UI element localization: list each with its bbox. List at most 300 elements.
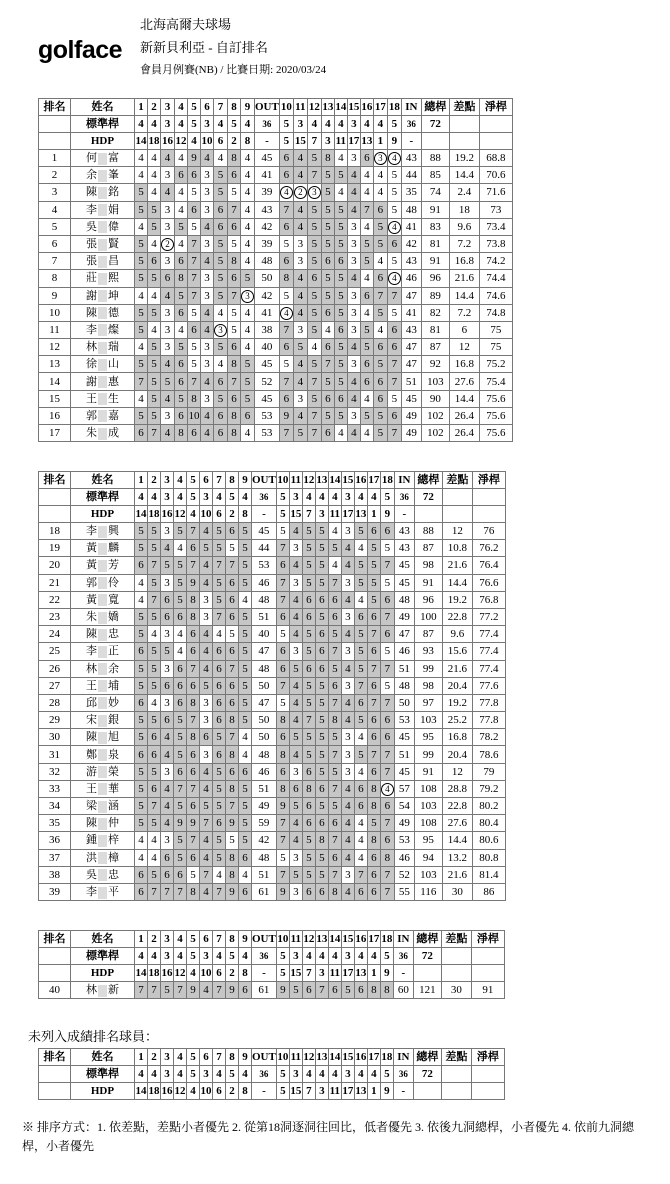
par-value: 4 [360,116,373,133]
name-redaction [98,732,107,744]
score-cell: 20.4 [442,677,472,694]
score-cell: 108 [414,780,442,797]
score-cell: 4 [135,287,148,304]
player-surname: 王 [86,392,97,405]
score-cell: 5 [321,167,334,184]
score-cell: 2.4 [449,184,479,201]
player-name [71,763,135,780]
score-cell: 6 [279,339,293,356]
score-cell: 6 [315,660,328,677]
score-cell: 6 [187,626,200,643]
score-cell: 9 [276,982,289,999]
score-cell: 8 [187,694,200,711]
score-cell: 76.2 [472,540,505,557]
score-cell: 87 [414,626,442,643]
par-value: 4 [354,948,367,965]
score-cell: 5 [276,626,289,643]
score-cell: 45 [255,390,280,407]
player-surname: 鍾 [86,834,97,847]
score-cell: 4 [201,373,214,390]
player-row [39,184,513,201]
column-header: 淨桿 [471,931,504,948]
score-cell: 6 [239,982,252,999]
score-cell: 88 [414,523,442,540]
birdie-mark: 3 [308,186,321,199]
score-cell: 42 [255,287,280,304]
score-cell: 5 [148,523,161,540]
score-cell: 3 [161,660,174,677]
score-cell: 8 [276,746,289,763]
name-redaction [98,818,107,830]
name-redaction [98,577,107,589]
player-rank: 7 [39,253,71,270]
player-rank: 3 [39,184,71,201]
player-surname: 朱 [86,427,97,440]
player-name [71,321,135,338]
score-cell: 6 [188,425,201,442]
score-cell: 3 [201,201,214,218]
hdp-value: 3 [315,965,328,982]
hdp-value: 9 [380,506,394,523]
column-header: 4 [174,472,187,489]
column-header: 差點 [442,472,472,489]
hdp-row [39,1083,505,1100]
hdp-value [442,506,472,523]
score-cell: 5 [315,608,328,625]
score-cell: 5 [334,287,347,304]
score-cell: 4 [334,150,347,167]
score-cell [241,287,255,304]
score-cell: 5 [289,866,302,883]
player-row [39,425,513,442]
hdp-value: 15 [289,965,302,982]
score-cell: 7 [228,373,241,390]
score-cell: 7 [174,883,187,900]
score-cell: 6 [315,643,328,660]
hdp-value: 10 [200,506,213,523]
column-header: OUT [252,1049,277,1066]
score-cell: 6 [226,591,239,608]
player-surname: 余 [86,169,97,182]
score-cell: 6 [289,780,302,797]
score-cell: 6 [228,167,241,184]
score-cell: 82 [421,304,449,321]
score-cell: 6 [387,321,401,338]
score-cell: 5 [213,763,226,780]
score-cell: 4 [161,746,174,763]
hdp-value: 8 [239,965,252,982]
par-value: 3 [293,116,307,133]
score-cell: 6 [187,540,200,557]
score-cell: 81.4 [472,866,505,883]
player-name [71,643,135,660]
score-cell: 5 [334,407,347,424]
score-cell [161,235,175,252]
player-surname: 鄭 [86,748,97,761]
score-cell: 6 [228,270,241,287]
par-value: 36 [393,948,413,965]
player-given: 峯 [108,169,119,182]
score-cell: 5 [174,557,187,574]
score-cell: 6 [161,677,174,694]
score-cell: 6 [174,608,187,625]
score-cell: 51 [394,660,414,677]
hdp-value: - [255,133,280,150]
par-spacer [39,489,71,506]
column-header: 差點 [449,99,479,116]
name-redaction [98,646,107,658]
score-cell: 3 [201,390,214,407]
player-given: 余 [108,662,119,675]
score-cell: 6 [328,677,341,694]
score-cell: 38 [255,321,280,338]
player-name [71,815,135,832]
score-cell: 45 [252,523,277,540]
player-surname: 李 [86,645,97,658]
score-cell: 4 [135,832,148,849]
score-cell: 4 [161,798,174,815]
par-value: 4 [135,489,148,506]
player-rank: 36 [39,832,71,849]
player-name [71,557,135,574]
score-cell: 8 [228,253,241,270]
score-cell: 3 [347,253,360,270]
score-cell: 4 [354,815,367,832]
player-given: 銀 [108,714,119,727]
hdp-value: 2 [228,133,241,150]
score-cell: 5 [315,523,328,540]
par-value: 36 [394,489,414,506]
column-header: 14 [328,472,341,489]
score-cell: 3 [341,746,354,763]
score-cell: 48 [252,849,277,866]
score-cell: 6 [161,608,174,625]
score-cell: 4 [241,150,255,167]
score-cell: 6 [367,729,380,746]
score-cell: 7 [380,608,394,625]
player-surname: 宋 [86,714,97,727]
score-cell: 4 [241,321,255,338]
report-title: 新新貝利亞 - 自訂排名 [140,40,268,55]
score-cell: 5 [200,677,213,694]
score-cell: 6 [373,339,387,356]
score-cell: 7 [328,746,341,763]
report-header [0,0,670,90]
player-given: 嬌 [108,611,119,624]
player-name [71,660,135,677]
player-name [71,798,135,815]
score-cell: 4 [341,660,354,677]
score-cell: 46 [394,643,414,660]
hdp-value: 2 [226,1083,239,1100]
score-cell: 18 [449,201,479,218]
hdp-value: 5 [276,506,289,523]
column-header: 14 [328,1049,341,1066]
score-cell: 6 [373,373,387,390]
score-cell: 81 [421,321,449,338]
score-cell: 14.4 [449,390,479,407]
hdp-value: 6 [213,1083,226,1100]
score-cell: 5 [174,746,187,763]
score-cell: 6 [321,253,334,270]
score-cell: 3 [289,540,302,557]
score-cell: 5 [315,746,328,763]
score-cell: 4 [293,356,307,373]
score-cell: 74.2 [479,253,512,270]
par-value [471,948,504,965]
player-name [71,540,135,557]
birdie-mark: 4 [388,272,401,285]
score-cell: 4 [347,184,360,201]
score-cell: 76 [472,523,505,540]
par-value: 5 [226,948,239,965]
player-rank: 12 [39,339,71,356]
score-cell: 4 [239,866,252,883]
player-rank: 19 [39,540,71,557]
score-cell: 80.6 [472,832,505,849]
score-cell: 95 [414,729,442,746]
player-given: 平 [108,886,119,899]
hdp-value: 17 [341,506,354,523]
par-value: 3 [347,116,360,133]
column-header: 2 [148,931,161,948]
score-cell: 3 [200,712,213,729]
score-cell: 6 [367,677,380,694]
score-cell: 3 [201,184,214,201]
player-rank: 26 [39,660,71,677]
hdp-value: 4 [187,506,200,523]
score-cell: 7.2 [449,304,479,321]
score-cell: 4 [360,270,373,287]
score-cell: 5 [289,729,302,746]
name-redaction [98,393,107,405]
score-cell: 7 [276,591,289,608]
score-cell: 9 [279,407,293,424]
score-cell: 5 [302,849,315,866]
score-cell: 6 [279,218,293,235]
par-value: 3 [341,1066,354,1083]
score-cell: 9 [226,883,239,900]
score-cell: 7 [174,982,187,999]
score-cell: 6 [228,218,241,235]
unranked-label: 未列入成績排名球員： [28,1029,159,1044]
column-header: 4 [174,1049,187,1066]
name-redaction [98,359,107,371]
score-cell: 4 [347,425,360,442]
score-cell: 16.8 [442,729,472,746]
column-header: 排名 [39,931,71,948]
player-rank: 28 [39,694,71,711]
score-cell: 4 [135,150,148,167]
score-cell: 50 [252,729,277,746]
score-cell: 5 [328,626,341,643]
score-cell: 6 [213,712,226,729]
player-name [71,407,135,424]
score-cell: 4 [174,643,187,660]
score-cell: 87 [414,540,442,557]
par-value: 4 [239,948,252,965]
score-cell: 4 [354,763,367,780]
column-header-row [39,472,506,489]
column-header: 1 [135,931,148,948]
score-cell: 51 [252,780,277,797]
column-header: 7 [213,931,226,948]
score-cell: 6 [161,866,174,883]
score-cell: 45 [255,150,280,167]
score-cell: 4 [293,373,307,390]
score-cell: 87 [421,339,449,356]
score-cell: 4 [200,557,213,574]
player-given: 成 [108,427,119,440]
par-value: 36 [393,1066,413,1083]
column-header: 淨桿 [472,472,505,489]
player-name [71,356,135,373]
player-row [39,866,506,883]
score-cell: 5 [135,677,148,694]
score-cell: 7 [279,321,293,338]
par-value: 4 [241,116,255,133]
score-cell: 5 [334,270,347,287]
score-cell: 6 [174,694,187,711]
score-cell: 7.2 [449,235,479,252]
score-cell: 51 [394,746,414,763]
score-cell: 6 [214,218,228,235]
par-value: 72 [421,116,449,133]
score-cell: 6 [328,982,341,999]
score-cell: 5 [239,574,252,591]
player-row [39,235,513,252]
score-cell: 5 [214,184,228,201]
score-cell: 77.4 [472,643,505,660]
score-cell: 5 [321,218,334,235]
birdie-mark: 3 [214,324,227,337]
score-cell: 5 [334,304,347,321]
column-header: 17 [373,99,387,116]
column-header: 14 [328,931,341,948]
player-row [39,321,513,338]
score-cell: 4 [334,425,347,442]
name-redaction [98,749,107,761]
score-cell: 4 [341,591,354,608]
score-cell: 75.6 [479,425,512,442]
score-cell: 5 [276,694,289,711]
player-name [71,832,135,849]
score-cell: 7 [328,780,341,797]
score-cell: 4 [293,304,307,321]
column-header: 5 [187,931,200,948]
par-value: 36 [252,948,277,965]
par-row [39,489,506,506]
score-cell: 91 [414,763,442,780]
score-cell: 3 [347,287,360,304]
player-name [71,694,135,711]
score-cell: 55 [394,883,414,900]
score-cell: 60 [393,982,413,999]
score-cell: 7 [226,660,239,677]
par-value: 5 [187,948,200,965]
score-cell: 5 [213,780,226,797]
score-cell: 5 [387,184,401,201]
score-cell: 6 [214,373,228,390]
score-cell: 4 [148,321,161,338]
hdp-value: - [252,1083,277,1100]
player-surname: 黃 [86,593,97,606]
score-cell: 6 [161,849,174,866]
par-value: 4 [328,1066,341,1083]
player-given: 山 [108,358,119,371]
score-cell: 6 [276,643,289,660]
score-cell: 5 [302,729,315,746]
score-cell [380,780,394,797]
score-cell: 4 [341,798,354,815]
name-redaction [98,273,107,285]
column-header: 18 [380,1049,393,1066]
score-cell: 5 [175,287,188,304]
score-cell: 4 [161,729,174,746]
score-cell: 14.4 [449,287,479,304]
par-value: 3 [289,948,302,965]
player-row [39,780,506,797]
hdp-value: 10 [200,965,213,982]
par-value: 72 [414,489,442,506]
column-header: 1 [135,99,148,116]
hdp-value: 18 [148,133,161,150]
score-cell: 5 [226,626,239,643]
player-surname: 林 [86,984,97,997]
hdp-value: - [393,1083,413,1100]
score-cell: 4 [293,218,307,235]
score-cell: 6 [279,390,293,407]
player-rank: 29 [39,712,71,729]
par-value: 4 [354,489,367,506]
score-cell: 6 [387,339,401,356]
column-header: 10 [279,99,293,116]
score-cell: 6 [302,982,315,999]
score-cell: 4 [201,218,214,235]
hdp-value [441,965,471,982]
score-cell: 8 [276,780,289,797]
score-cell: 98 [414,557,442,574]
score-cell: 5 [148,608,161,625]
score-cell: 5 [161,643,174,660]
score-cell: 4 [289,832,302,849]
score-cell: 47 [394,626,414,643]
score-cell: 4 [148,235,161,252]
score-cell: 3 [161,253,175,270]
hdp-value: 14 [135,133,148,150]
column-header-row [39,931,505,948]
player-surname: 陳 [86,306,97,319]
score-cell: 5 [315,574,328,591]
score-cell [279,184,293,201]
score-cell: 7 [354,866,367,883]
score-cell: 12 [442,523,472,540]
score-cell: 5 [302,557,315,574]
score-cell: 100 [414,608,442,625]
hdp-value: 15 [289,506,302,523]
player-surname: 李 [86,323,97,336]
score-cell: 6 [175,253,188,270]
hdp-value [472,506,505,523]
player-row [39,591,506,608]
score-cell: 47 [401,356,421,373]
score-cell: 6 [148,253,161,270]
score-cell: 4 [135,574,148,591]
score-cell: 96 [421,270,449,287]
score-cell: 7 [187,523,200,540]
player-name [71,677,135,694]
player-surname: 謝 [86,289,97,302]
